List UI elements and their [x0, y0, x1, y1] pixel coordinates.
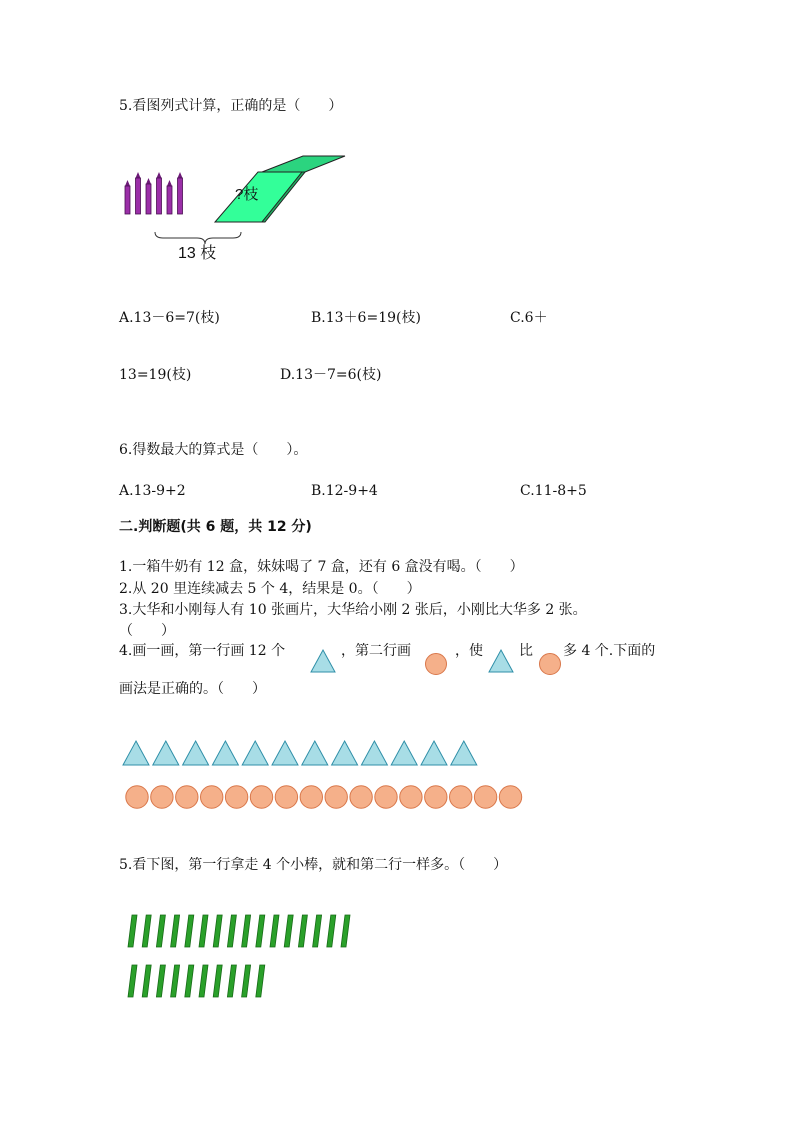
stick-icon	[156, 915, 165, 947]
triangle-icon	[302, 741, 328, 765]
judge-item-5: 5.看下图，第一行拿走 4 个小棒，就和第二行一样多。（ ）	[119, 857, 508, 873]
triangle-icon	[183, 741, 209, 765]
stick-icon	[142, 965, 151, 997]
judge-item-2: 2.从 20 里连续减去 5 个 4，结果是 0。（ ）	[119, 581, 421, 597]
circle-icon	[450, 786, 472, 808]
circle-icon	[151, 786, 173, 808]
stick-icon	[199, 915, 208, 947]
circle-icon	[375, 786, 397, 808]
judge-item-4-part4: 比	[519, 643, 533, 659]
pencil-icon	[178, 172, 183, 214]
circle-icon	[350, 786, 372, 808]
circle-icon	[538, 652, 562, 676]
triangle-icon	[487, 648, 515, 674]
stick-icon	[227, 915, 236, 947]
circle-icon	[225, 786, 247, 808]
circle-icon	[176, 786, 198, 808]
stick-icon	[185, 915, 194, 947]
triangle-row	[123, 740, 493, 768]
stick-icon	[270, 915, 279, 947]
triangle-icon	[361, 741, 387, 765]
pencil-icon	[146, 178, 151, 214]
circle-row	[123, 784, 533, 812]
circle-icon	[474, 786, 496, 808]
stick-icon	[256, 965, 265, 997]
circle-icon	[126, 786, 148, 808]
triangle-icon	[272, 741, 298, 765]
judge-item-3-brackets: （ ）	[119, 623, 175, 639]
stick-icon	[242, 915, 251, 947]
judge-item-4-part1: 4.画一画，第一行画 12 个	[119, 643, 286, 659]
circle-icon	[499, 786, 521, 808]
stick-icon	[156, 965, 165, 997]
triangle-icon	[421, 741, 447, 765]
triangle-icon	[451, 741, 477, 765]
stick-icon	[128, 915, 137, 947]
circle-icon	[300, 786, 322, 808]
stick-icon	[313, 915, 322, 947]
judge-item-4-part2: ，第二行画	[341, 643, 411, 659]
section-heading: 二.判断题(共 6 题，共 12 分)	[119, 519, 312, 535]
triangle-icon	[123, 741, 149, 765]
triangle-icon	[332, 741, 358, 765]
circle-icon	[201, 786, 223, 808]
triangle-icon	[309, 648, 337, 674]
circle-icon	[275, 786, 297, 808]
q5-figure	[115, 150, 315, 270]
q5-question: 5.看图列式计算，正确的是（ ）	[119, 98, 343, 114]
q6-option-a: A.13-9+2	[119, 483, 186, 499]
circle-icon	[425, 786, 447, 808]
pencil-icon	[125, 180, 130, 214]
circle-icon	[400, 786, 422, 808]
circle-icon	[424, 652, 448, 676]
q5-option-b: B.13＋6=19(枝)	[311, 310, 421, 326]
stick-icon	[185, 965, 194, 997]
stick-icon	[284, 915, 293, 947]
q5-option-d: D.13－7=6(枝)	[280, 367, 382, 383]
stick-icon	[171, 965, 180, 997]
stick-icon	[213, 965, 222, 997]
book-label: ?枝	[235, 186, 259, 203]
judge-item-4-part3: ，使	[455, 643, 483, 659]
stick-icon	[327, 915, 336, 947]
pencil-group	[125, 172, 183, 214]
circle-icon	[325, 786, 347, 808]
stick-icon	[213, 915, 222, 947]
judge-item-3: 3.大华和小刚每人有 10 张画片，大华给小刚 2 张后，小刚比大华多 2 张。	[119, 602, 587, 618]
stick-icon	[128, 965, 137, 997]
stick-icon	[341, 915, 350, 947]
q6-option-c: C.11-8+5	[520, 483, 587, 499]
q5-option-c-part2: 13=19(枝)	[119, 367, 192, 383]
stick-row-1	[122, 913, 362, 953]
triangle-icon	[242, 741, 268, 765]
stick-icon	[242, 965, 251, 997]
total-label: 13 枝	[178, 245, 217, 262]
circle-icon	[250, 786, 272, 808]
q5-option-a: A.13－6=7(枝)	[119, 310, 220, 326]
triangle-icon	[153, 741, 179, 765]
triangle-icon	[212, 741, 238, 765]
judge-item-4-line2: 画法是正确的。（ ）	[119, 681, 266, 697]
stick-icon	[142, 915, 151, 947]
judge-item-4-part5: 多 4 个.下面的	[563, 643, 656, 659]
stick-icon	[298, 915, 307, 947]
pencil-icon	[136, 172, 141, 214]
stick-icon	[199, 965, 208, 997]
stick-icon	[171, 915, 180, 947]
pencil-icon	[157, 172, 162, 214]
brace-icon	[155, 232, 241, 244]
q6-option-b: B.12-9+4	[311, 483, 378, 499]
pencil-icon	[167, 180, 172, 214]
stick-icon	[227, 965, 236, 997]
judge-item-1: 1.一箱牛奶有 12 盒，妹妹喝了 7 盒，还有 6 盒没有喝。（ ）	[119, 559, 524, 575]
triangle-icon	[391, 741, 417, 765]
stick-row-2	[122, 963, 272, 1003]
stick-icon	[256, 915, 265, 947]
q6-question: 6.得数最大的算式是（ ）。	[119, 442, 308, 458]
q5-option-c-part1: C.6＋	[510, 310, 548, 326]
